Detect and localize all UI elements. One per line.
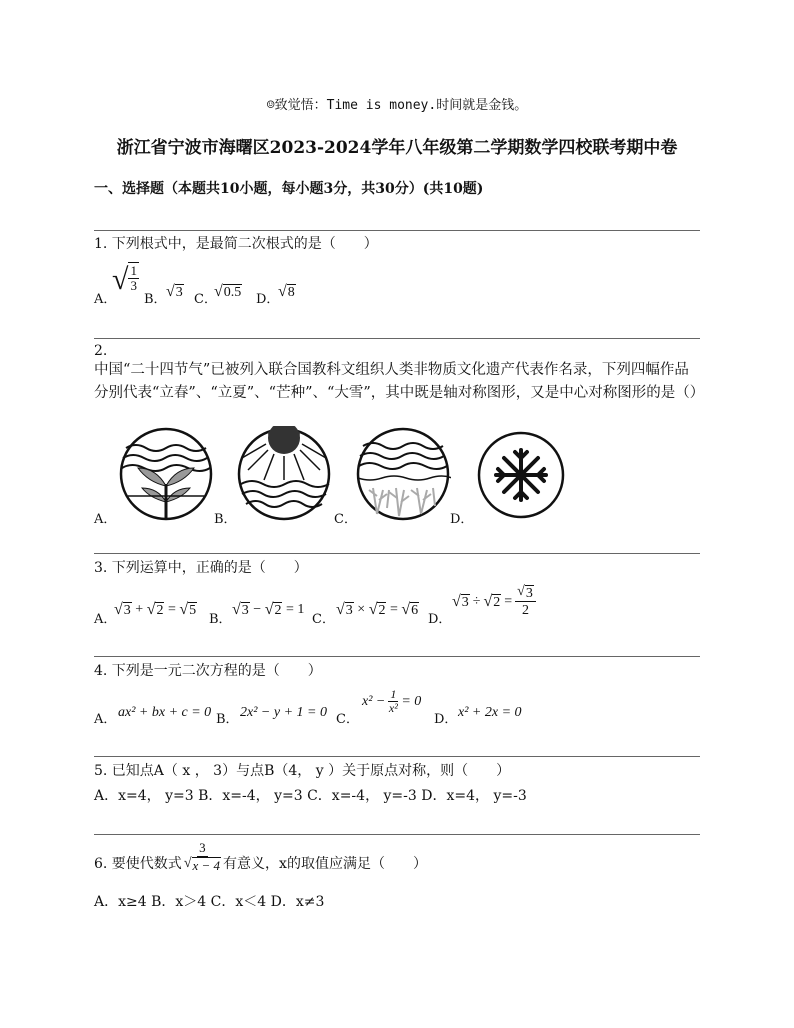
question-5-stem: 5. 已知点A（ x ， 3）与点B（4， y ）关于原点对称，则（ ） bbox=[94, 763, 511, 779]
option-b-formula: √ 3 bbox=[166, 283, 183, 300]
lixia-icon bbox=[236, 426, 332, 522]
question-1-stem: 1. 下列根式中，是最简二次根式的是（ ） bbox=[94, 236, 378, 252]
mangzhong-icon bbox=[355, 426, 451, 522]
divider bbox=[94, 756, 700, 757]
option-c-formula: √ 3 × √ 2 = √ 6 bbox=[336, 601, 419, 618]
option-a-formula: ax² + bx + c = 0 bbox=[118, 705, 212, 720]
lichun-icon bbox=[118, 426, 214, 522]
option-a-label: A． bbox=[94, 612, 117, 627]
option-c-label: C． bbox=[336, 712, 359, 727]
question-3-options bbox=[94, 583, 700, 630]
option-b-formula: √ 3 − √ 2 = 1 bbox=[232, 601, 305, 618]
option-c-label: C． bbox=[312, 612, 335, 627]
option-d-label: D． bbox=[256, 292, 280, 307]
question-5-options: A．x=4， y=3 B．x=-4， y=3 C．x=-4， y=-3 D．x=4， y=-3 bbox=[94, 788, 527, 804]
question-6-options: A．x≥4 B．x＞4 C．x＜4 D．x≠3 bbox=[94, 894, 325, 910]
option-d-formula: √ 8 bbox=[278, 283, 295, 300]
option-d-label: D． bbox=[450, 512, 474, 527]
divider bbox=[94, 553, 700, 554]
option-d-formula: x² + 2x = 0 bbox=[458, 705, 522, 720]
option-b-label: B． bbox=[214, 512, 237, 527]
divider bbox=[94, 656, 700, 657]
daxue-icon bbox=[476, 430, 566, 520]
option-b-label: B． bbox=[144, 292, 167, 307]
question-4-options bbox=[94, 687, 700, 730]
option-d-formula: √ 3 ÷ √ 2 = √ 3 2 bbox=[452, 584, 536, 619]
option-b-formula: 2x² − y + 1 = 0 bbox=[240, 705, 327, 720]
question-2-number: 2. bbox=[94, 343, 108, 359]
option-d-label: D． bbox=[434, 712, 458, 727]
option-d-label: D． bbox=[428, 612, 452, 627]
question-4-stem: 4. 下列是一元二次方程的是（ ） bbox=[94, 663, 322, 679]
option-c-label: C． bbox=[334, 512, 357, 527]
section-heading: 一、选择题（本题共10小题，每小题3分，共30分）(共10题) bbox=[94, 181, 484, 197]
divider bbox=[94, 230, 700, 231]
question-2-stem: 中国“二十四节气”已被列入联合国教科文组织人类非物质文化遗产代表作名录，下列四幅作品分别代表“立春”、“立夏”、“芒种”、“大雪”，其中既是轴对称图形，又是中心对称图形的是（） bbox=[94, 362, 705, 401]
page-title: 浙江省宁波市海曙区2023-2024学年八年级第二学期数学四校联考期中卷 bbox=[116, 138, 678, 158]
option-a-label: A． bbox=[94, 512, 117, 527]
option-a-formula: √ $\frac{1}{3}$ bbox=[112, 263, 137, 296]
option-a-label: A． bbox=[94, 712, 117, 727]
option-a-formula: √ 3 + √ 2 = √ 5 bbox=[114, 601, 197, 618]
question-6-stem: 6. 要使代数式 3 √ x − 4 有意义，x的取值应满足（ ） bbox=[94, 840, 427, 873]
option-c-formula: x² − $\frac{1}{\text{x²}}$ = 0 bbox=[362, 687, 422, 715]
option-a-label: A． bbox=[94, 292, 117, 307]
option-c-label: C． bbox=[194, 292, 217, 307]
question-3-stem: 3. 下列运算中，正确的是（ ） bbox=[94, 560, 308, 576]
motto: ☺致觉悟：Time is money.时间就是金钱。 bbox=[266, 98, 528, 113]
divider bbox=[94, 338, 700, 339]
option-c-formula: √ 0.5 bbox=[214, 283, 242, 300]
option-b-label: B． bbox=[216, 712, 239, 727]
option-b-label: B． bbox=[209, 612, 232, 627]
divider bbox=[94, 834, 700, 835]
